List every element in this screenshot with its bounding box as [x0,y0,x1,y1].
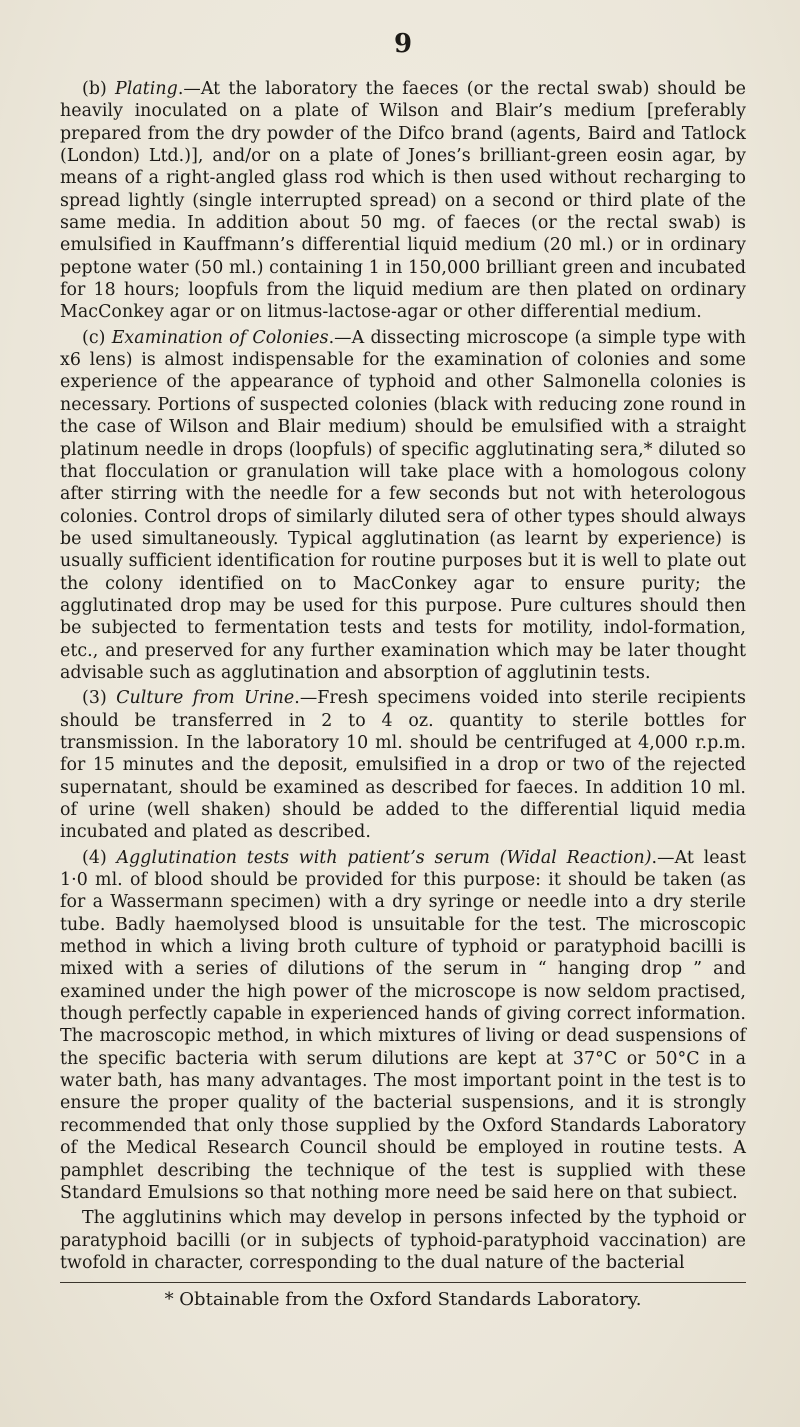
paragraph-heading: Plating [114,79,178,99]
paragraph-text: .—At least 1·0 ml. of blood should be provided for this purpose: it should be taken (as for a Wassermann specimen) with a dry syringe or needle into a dry sterile tube. Badly haemolysed blood is unsuitable for the test. The microscopic method in which a living broth culture of typhoid or paratyphoid bacilli is mixed with a series of dilutions of the serum in “ hanging drop ” and examined under the high power of the microscope is now seldom practised, though perfectly capable in experienced hands of giving correct information. The macroscopic method, in which mixtures of living or dead suspensions of the specific bacteria with serum dilutions are kept at 37°C or 50°C in a water bath, has many advantages. The most important point in the test is to ensure the proper quality of the bacterial suspensions, and it is strongly recommended that only those supplied by the Oxford Standards Laboratory of the Medical Research Council should be employed in routine tests. A pamphlet describing the technique of the test is supplied with these Standard Emulsions so that nothing more need be said here on that subiect. [60,847,746,1203]
paragraph-text: .—At the laboratory the faeces (or the rectal swab) should be heavily inoculated on a plate of Wilson and Blair’s medium [preferably prepared from the dry powder of the Difco brand (agents, Baird and Tatlock (London) Ltd.)], and/or on a plate of Jones’s brilliant-green eosin agar, by means of a right-angled glass rod which is then used without recharging to spread lightly (single interrupted spread) on a second or third plate of the same media. In addition about 50 mg. of faeces (or the rectal swab) is emulsified in Kauffmann’s differential liquid medium (20 ml.) or in ordinary peptone water (50 ml.) containing 1 in 150,000 brilliant green and incubated for 18 hours; loopfuls from the liquid medium are then plated on ordinary MacConkey agar or on litmus-lactose-agar or other differential medium. [60,79,746,323]
paragraph-heading: Culture from Urine [116,688,295,709]
footnote-divider [60,1282,746,1283]
paragraph-culture-from-urine [60,687,746,843]
paragraph-prefix: (3) [82,688,117,709]
paragraph-prefix: (c) [82,327,112,348]
paragraph-text: .—Fresh specimens voided into sterile recipients should be transferred in 2 to 4 oz. quantity to sterile bottles for transmission. In the laboratory 10 ml. should be centrifuged at 4,000 r.p.m. for 15 minutes and the deposit, emulsified in a drop or two of the rejected supernatant, should be examined as described for faeces. In addition 10 ml. of urine (well shaken) should be added to the differential liquid media incubated and plated as described. [60,688,746,843]
paragraph-examination-of-colonies [60,327,746,685]
paragraph-heading: Agglutination tests with patient’s serum (Widal Reaction) [116,847,652,868]
footnote: * Obtainable from the Oxford Standards Laboratory. [164,1289,642,1311]
paragraph-agglutinins [60,1207,746,1274]
paragraph-prefix: (b) [82,79,115,99]
paragraph-plating [60,78,746,324]
page-number: 9 [393,29,413,59]
paragraph-text: The agglutinins which may develop in persons infected by the typhoid or paratyphoid bacilli (or in subjects of typhoid-paratyphoid vaccination) are twofold in character, corresponding to the dual nature of the bacterial [60,1208,746,1273]
paragraph-prefix: (4) [82,847,117,868]
paragraph-heading: Examination of Colonies [111,327,329,348]
paragraph-text: .—A dissecting microscope (a simple type with x6 lens) is almost indispensable for the examination of colonies and some experience of the appearance of typhoid and other Salmonella colonies is necessary. Portions of suspected colonies (black with reducing zone round in the case of Wilson and Blair medium) should be emulsified with a straight platinum needle in drops (loopfuls) of specific agglutinating sera,* diluted so that flocculation or granulation will take place with a homologous colony after stirring with the needle for a few seconds but not with heterologous colonies. Control drops of similarly diluted sera of other types should always be used simultaneously. Typical agglutination (as learnt by experience) is usually sufficient identification for routine purposes but it is well to plate out the colony identified on to MacConkey agar to ensure purity; the agglutinated drop may be used for this purpose. Pure cultures should then be subjected to fermentation tests and tests for motility, indol-formation, etc., and preserved for any further examination which may be later thought advisable such as agglutination and absorption of agglutinin tests. [60,327,746,683]
paragraph-agglutination-tests [60,847,746,1205]
